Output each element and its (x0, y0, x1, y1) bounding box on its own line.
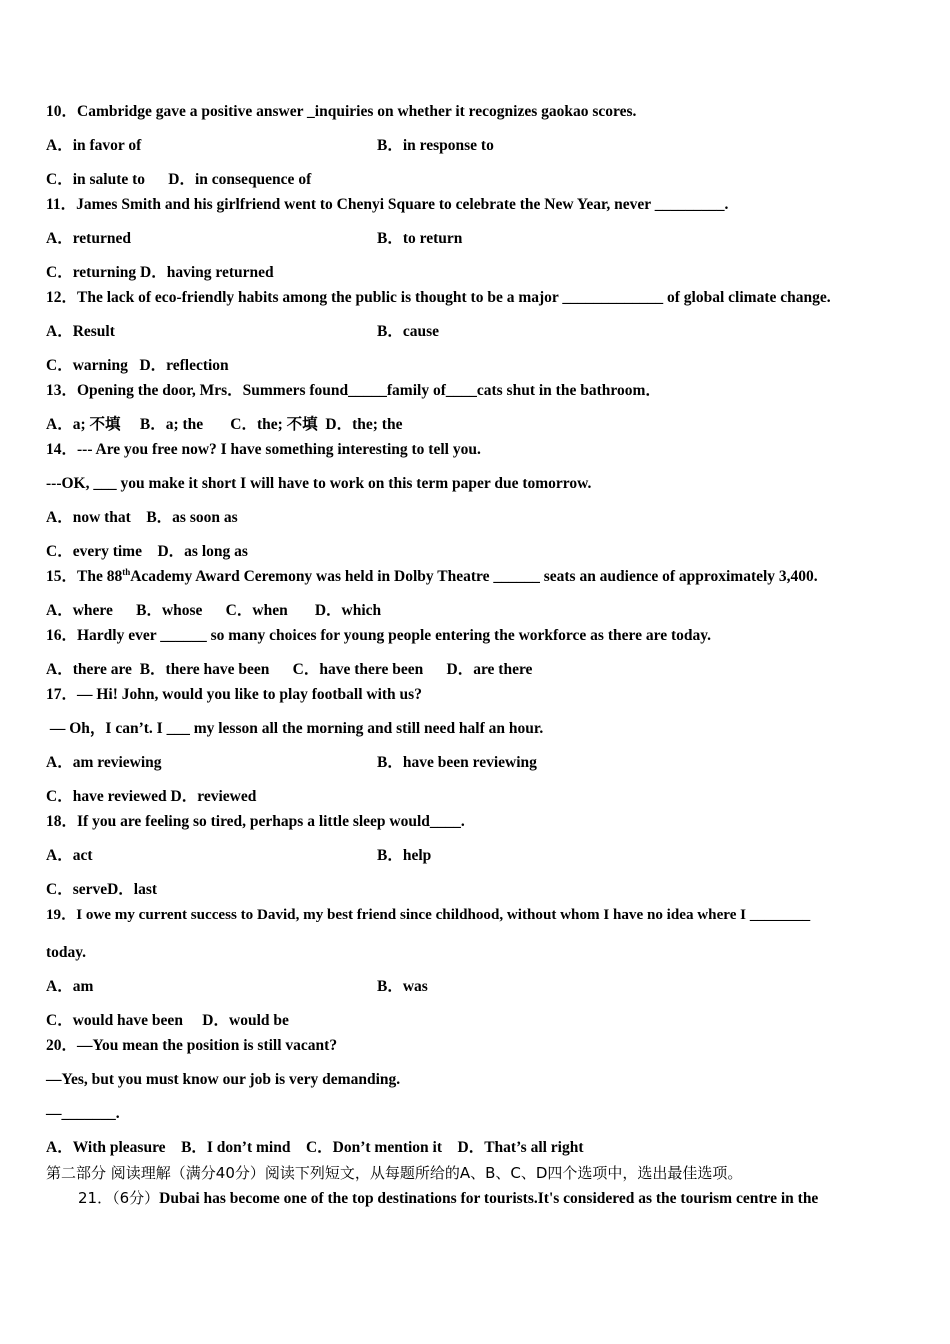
question-12-option-a: A．Result (46, 323, 115, 340)
question-12-options-cd: C．warning D．reflection (46, 357, 229, 374)
question-10-option-a: A．in favor of (46, 137, 142, 154)
question-19-option-b: B．was (377, 978, 428, 995)
question-20-blank: —_______. (46, 1105, 120, 1122)
question-15-stem-post: Academy Award Ceremony was held in Dolby Theatre ______ seats an audience of approximately 3,400. (130, 568, 818, 585)
question-19-stem: 19．I owe my current success to David, my best friend since childhood, without whom I have no idea where I ________ (46, 907, 811, 923)
question-18-option-a: A．act (46, 847, 93, 864)
question-18-options-cd: C．serveD．last (46, 881, 158, 898)
question-20-options: A．With pleasure B．I don’t mind C．Don’t mention it D．That’s all right (46, 1139, 584, 1156)
question-12-stem: 12．The lack of eco-friendly habits among the public is thought to be a major _____________ of global climate change. (46, 289, 831, 306)
question-14-reply: ---OK, ___ you make it short I will have to work on this term paper due tomorrow. (46, 475, 592, 492)
question-17-options-cd: C．have reviewed D．reviewed (46, 788, 257, 805)
question-15-superscript: th (122, 566, 131, 577)
question-14-options-cd: C．every time D．as long as (46, 543, 248, 560)
question-14-options-ab: A．now that B．as soon as (46, 509, 238, 526)
question-10-options-cd: C．in salute to D．in consequence of (46, 171, 312, 188)
question-10-stem: 10．Cambridge gave a positive answer _inquiries on whether it recognizes gaokao scores. (46, 103, 637, 120)
question-20-stem: 20．—You mean the position is still vacant? (46, 1037, 338, 1054)
question-11-option-b: B．to return (377, 230, 463, 247)
part2-heading: 第二部分 阅读理解（满分40分）阅读下列短文，从每题所给的A、B、C、D四个选项中，选出最佳选项。 (46, 1164, 743, 1182)
question-13-options: A．a; 不填 B．a; the C．the; 不填 D．the; the (46, 416, 403, 433)
question-10-option-b: B．in response to (377, 137, 494, 154)
question-15-stem (46, 568, 818, 586)
question-20-reply: —Yes, but you must know our job is very demanding. (46, 1071, 401, 1088)
question-14-stem: 14．--- Are you free now? I have something interesting to tell you. (46, 441, 481, 458)
question-17-stem: 17．— Hi! John, would you like to play football with us? (46, 686, 422, 703)
question-12-option-b: B．cause (377, 323, 440, 340)
question-17-option-a: A．am reviewing (46, 754, 162, 771)
question-11-options-cd: C．returning D．having returned (46, 264, 274, 281)
question-18-stem: 18．If you are feeling so tired, perhaps a little sleep would____. (46, 813, 465, 830)
question-15-options: A．where B．whose C．when D．which (46, 602, 382, 619)
question-17-option-b: B．have been reviewing (377, 754, 537, 771)
question-19-options-cd: C．would have been D．would be (46, 1012, 289, 1029)
question-19-option-a: A．am (46, 978, 94, 995)
question-16-options: A．there are B．there have been C．have there been D．are there (46, 661, 533, 678)
question-21-text: Dubai has become one of the top destinations for tourists.It's considered as the tourism centre in the (159, 1190, 819, 1207)
question-15-stem-pre: 15．The 88 (46, 568, 123, 585)
question-18-option-b: B．help (377, 847, 432, 864)
question-21-number: 21．（6分） (78, 1189, 160, 1207)
question-11-option-a: A．returned (46, 230, 131, 247)
question-16-stem: 16．Hardly ever ______ so many choices for young people entering the workforce as there are today. (46, 627, 711, 644)
question-19-stem-continued: today. (46, 944, 87, 961)
question-21-intro (78, 1189, 818, 1208)
question-11-stem: 11．James Smith and his girlfriend went to Chenyi Square to celebrate the New Year, never _________. (46, 196, 729, 213)
question-13-stem: 13．Opening the door, Mrs．Summers found_____family of____cats shut in the bathroom． (46, 382, 661, 399)
question-17-reply: — Oh，I can’t. I ___ my lesson all the morning and still need half an hour. (46, 720, 544, 737)
